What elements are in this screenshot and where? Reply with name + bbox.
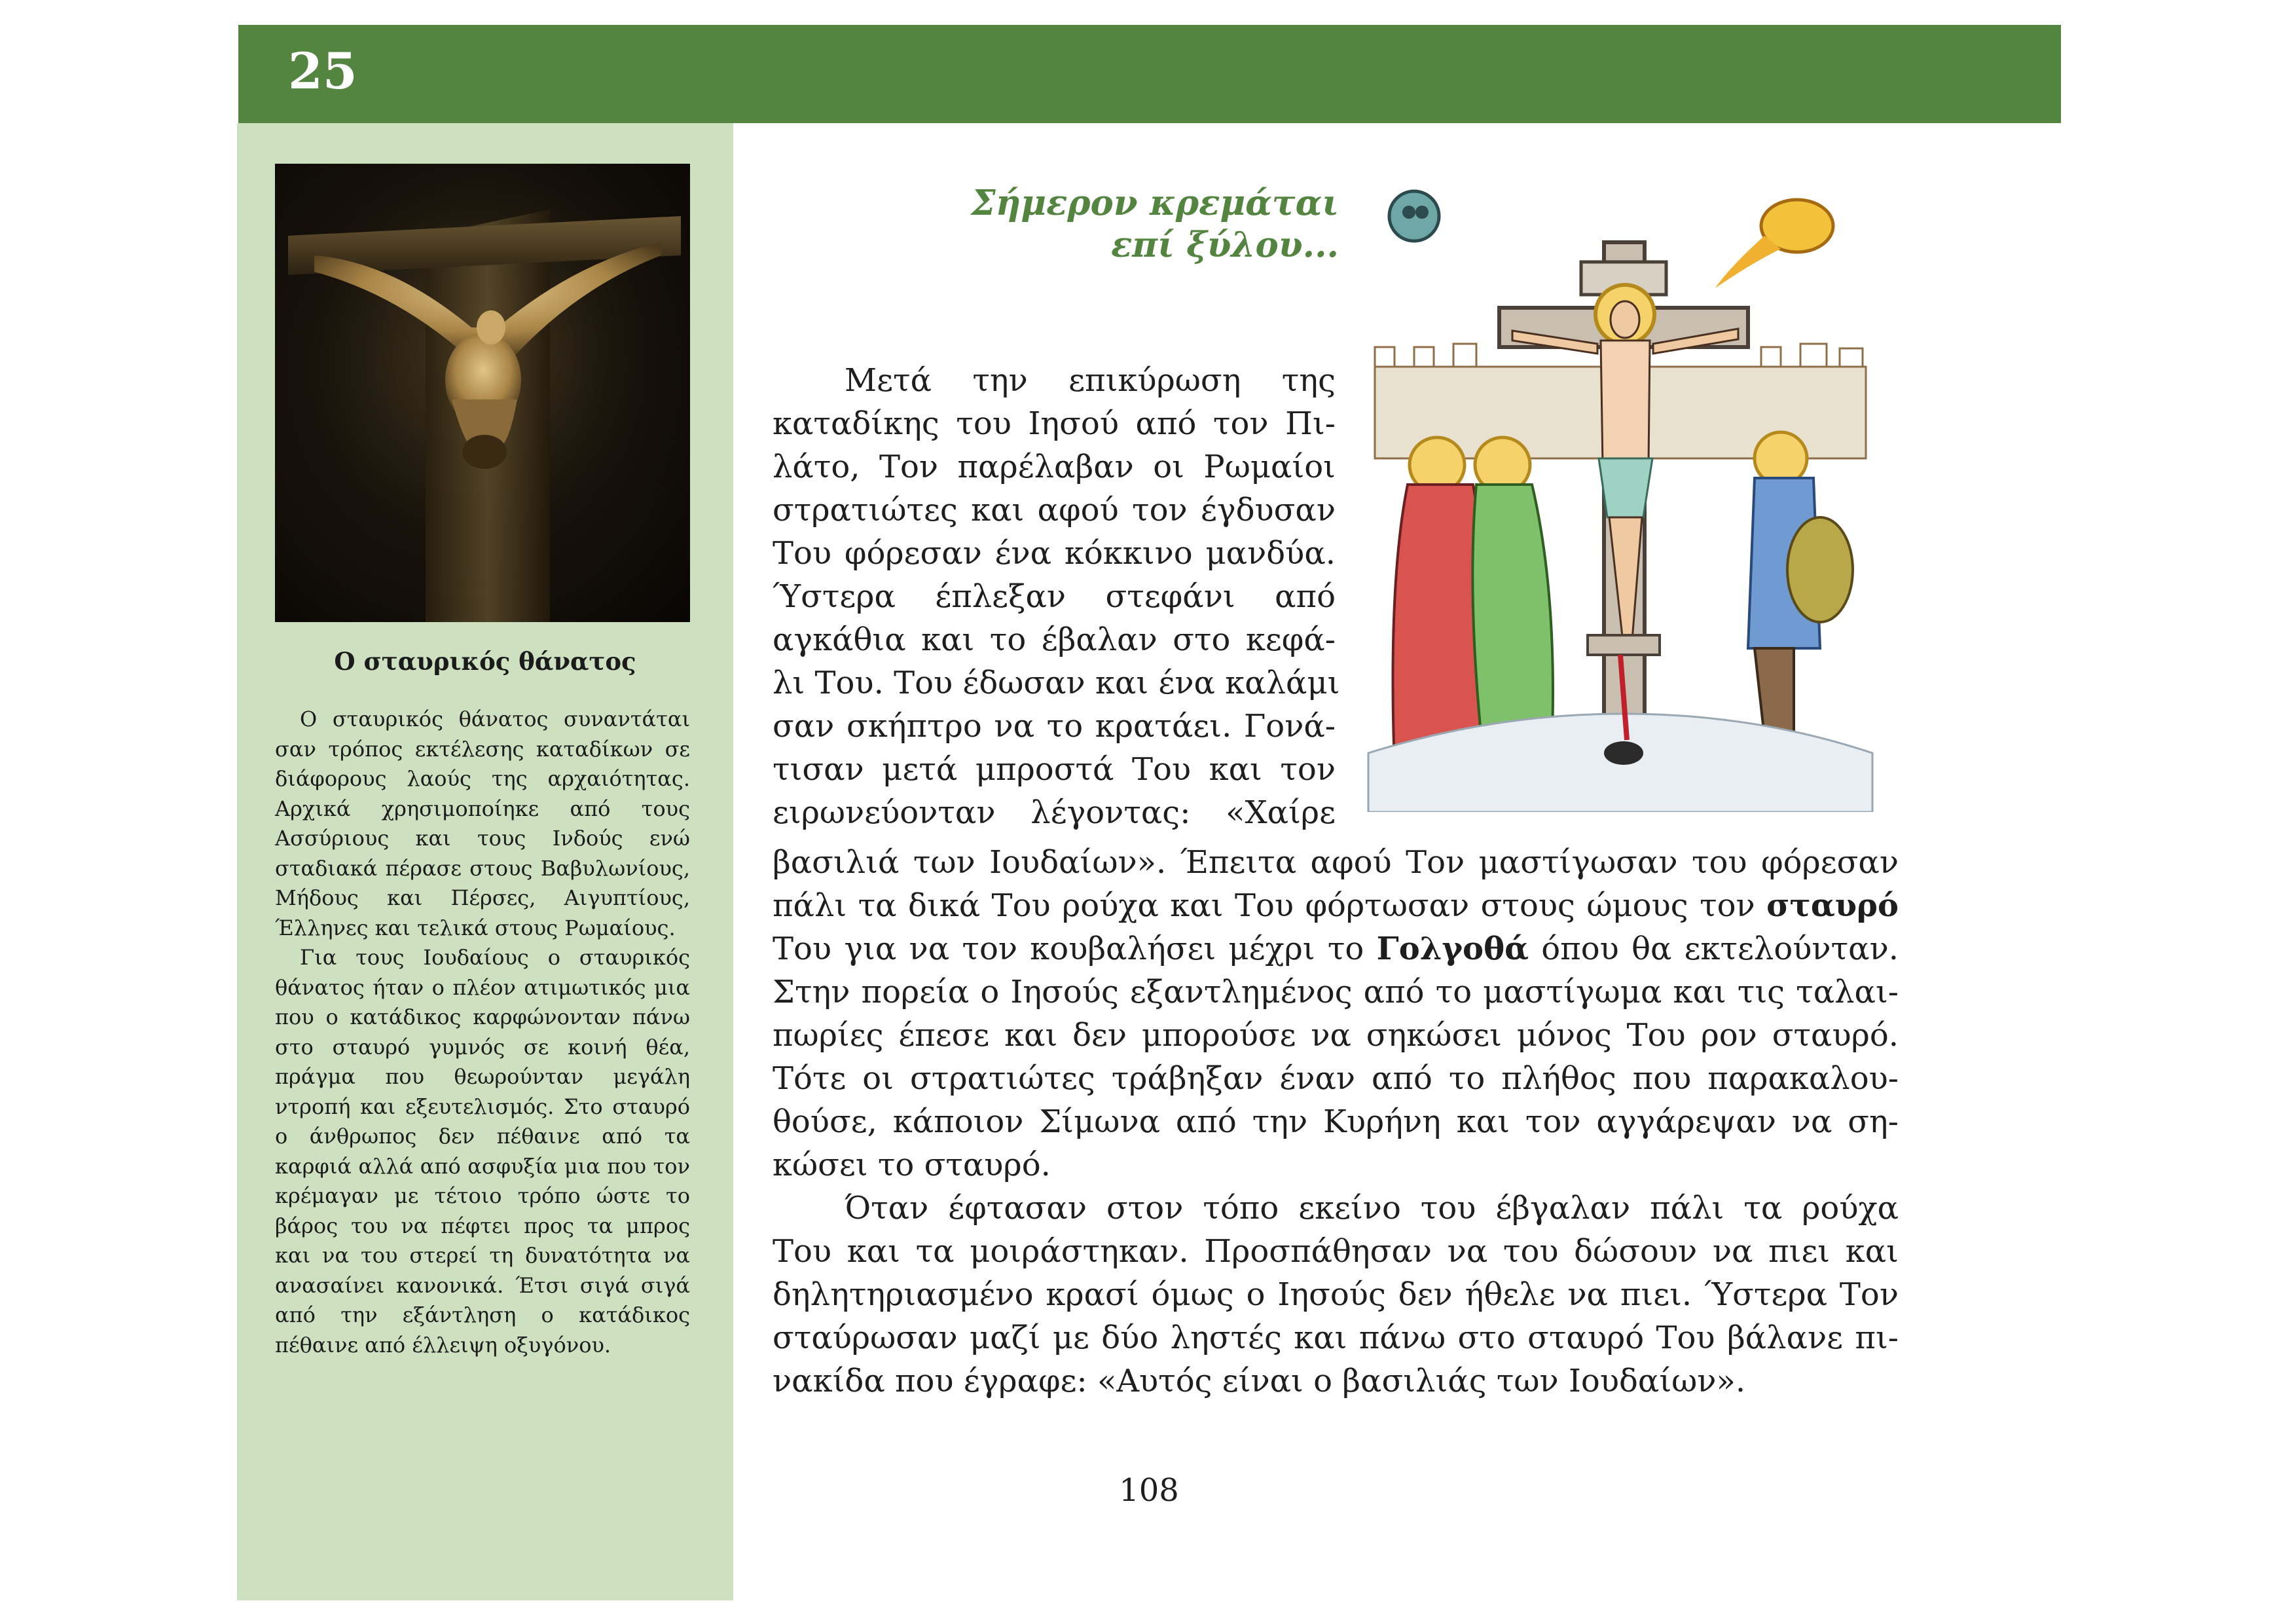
keyword-stavros: σταυρό (1766, 887, 1899, 924)
main-text-full-width (773, 841, 1899, 1403)
crucifixion-painting-image (275, 164, 690, 622)
text-segment: όπου θα εκτελούνταν. (1529, 931, 1899, 967)
text-line: Στην πορεία ο Ιησούς εξαντλημένος από το μαστίγωμα και τις ταλαι- (773, 974, 1899, 1010)
text-line: σαν σκήπτρο να το κρατάει. Γονά- (773, 708, 1336, 745)
crucifixion-icon-image (1362, 177, 1879, 812)
section-title-line: Σήμερον κρεμάται (971, 183, 1339, 223)
text-line: δηλητηριασμένο κρασί όμως ο Ιησούς δεν ήθελε να πιει. Ύστερα Τον (773, 1276, 1899, 1313)
chapter-header-bar (238, 25, 2061, 123)
chapter-number: 25 (288, 42, 357, 100)
text-line (773, 927, 1899, 970)
page-number: 108 (1119, 1472, 1179, 1509)
text-line: τισαν μετά μπροστά Του και τον (773, 751, 1336, 788)
crucifixion-painting-icon (275, 164, 690, 622)
text-line: Τότε οι στρατιώτες τράβηξαν έναν από το πλήθος που παρακαλου- (773, 1060, 1899, 1097)
text-line: λι Του. Του έδωσαν και ένα καλάμι (773, 665, 1340, 701)
text-line: Του και τα μοιράστηκαν. Προσπάθησαν να του δώσουν να πιει και (773, 1233, 1899, 1270)
text-segment: Του για να τον κουβαλήσει μέχρι το (773, 931, 1377, 967)
text-line: καταδίκης του Ιησού από τον Πι- (773, 405, 1336, 442)
sidebar-paragraph: Για τους Ιουδαίους ο σταυρικός θάνατος ήταν ο πλέον ατιμωτικός μια που ο κατάδικος καρφώνονταν πάνω στο σταυρό γυμνός σε κοινή θέα, πράγμα που θεωρούνταν μεγάλη ντροπή και εξευτελισμός. Στο σταυρό ο άνθρωπος δεν πέθαινε από τα καρφιά αλλά από ασφυξία μια που τον κρέμαγαν με τέτοιο τρόπο ώστε το βάρος του να πέφτει προς τα μπρος και να του στερεί τη δυνατότητα να ανασαίνει κανονικά. Έτσι σιγά σιγά από την εξάντληση ο κατάδικος πέθαινε από έλλειψη οξυγόνου. (275, 945, 690, 1357)
text-line: θούσε, κάποιον Σίμωνα από την Κυρήνη και τον αγγάρεψαν να ση- (773, 1103, 1899, 1140)
keyword-golgotha: Γολγοθά (1376, 931, 1529, 967)
text-line: λάτο, Τον παρέλαβαν οι Ρωμαίοι (773, 449, 1336, 485)
text-line: σταύρωσαν μαζί με δύο ληστές και πάνω στο σταυρό Του βάλανε πι- (773, 1320, 1899, 1356)
crucifixion-drawing-icon (1362, 177, 1879, 812)
text-line: ειρωνεύονταν λέγοντας: «Χαίρε (773, 794, 1336, 831)
text-line: αγκάθια και το έβαλαν στο κεφά- (773, 621, 1336, 658)
text-line: Ύστερα έπλεξαν στεφάνι από (773, 578, 1336, 615)
section-title (851, 182, 1339, 266)
text-line: Του φόρεσαν ένα κόκκινο μανδύα. (773, 535, 1336, 572)
text-line: Όταν έφτασαν στον τόπο εκείνο του έβγαλαν πάλι τα ρούχα (845, 1190, 1899, 1227)
section-title-line: επί ξύλου... (1111, 225, 1339, 265)
text-line: κώσει το σταυρό. (773, 1147, 1051, 1183)
sidebar-paragraph: Ο σταυρικός θάνατος συναντάται σαν τρόπος εκτέλεσης καταδίκων σε διάφορους λαούς της αρχαιότητας. Αρχικά χρησιμοποίηκε από τους Ασσύριους και τους Ινδούς ενώ σταδιακά πέρασε στους Βαβυλωνίους, Μήδους και Πέρσες, Αιγυπτίους, Έλληνες και τελικά στους Ρωμαίους. (275, 707, 690, 940)
main-text-wrapped (773, 359, 1340, 834)
text-line: νακίδα που έγραφε: «Αυτός είναι ο βασιλιάς των Ιουδαίων». (773, 1363, 1746, 1399)
text-line: στρατιώτες και αφού τον έγδυσαν (773, 492, 1336, 528)
text-line (773, 884, 1899, 927)
text-line: πωρίες έπεσε και δεν μπορούσε να σηκώσει μόνος Του ρον σταυρό. (773, 1017, 1899, 1054)
text-segment: πάλι τα δικά Του ρούχα και Του φόρτωσαν στους ώμους τον (773, 887, 1767, 924)
sidebar-panel (237, 123, 733, 1600)
text-line: βασιλιά των Ιουδαίων». Έπειτα αφού Τον μαστίγωσαν του φόρεσαν (773, 844, 1899, 881)
sidebar-body (275, 705, 690, 1360)
sidebar-caption: Ο σταυρικός θάνατος (334, 647, 636, 676)
text-line: Μετά την επικύρωση της (845, 362, 1336, 399)
